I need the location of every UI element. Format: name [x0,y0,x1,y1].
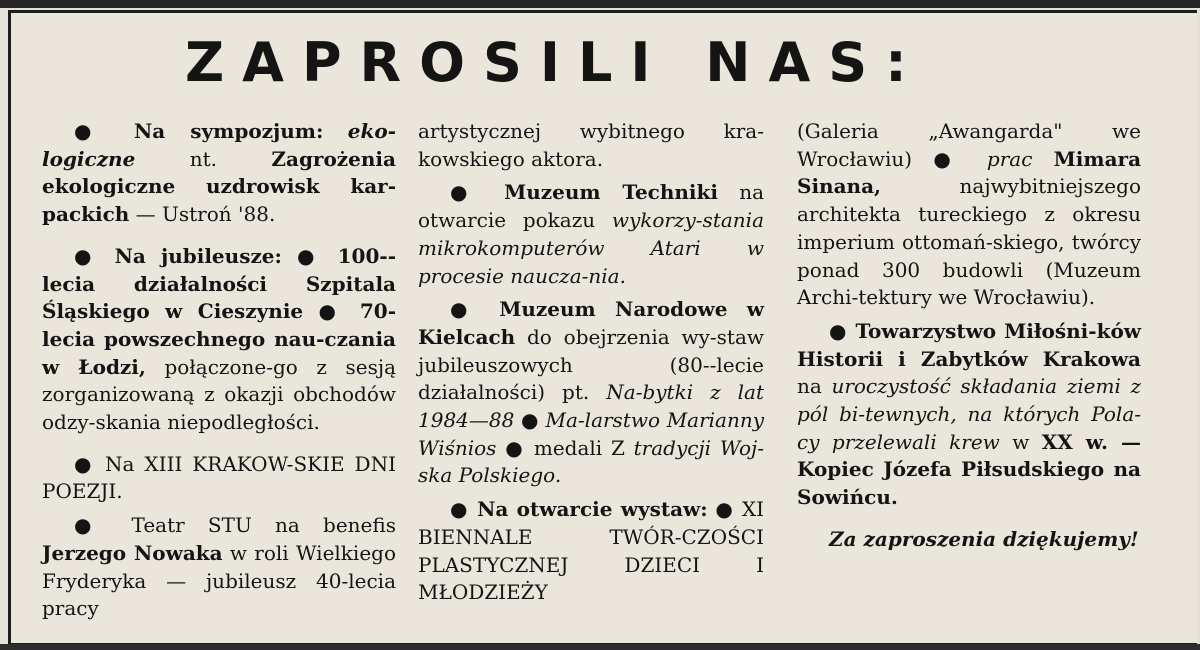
towarzystwo-na: na [797,374,822,399]
muzeum-techniki-topic: wykorzy-stania mikrokomputerów Atari w procesie naucza-nia. [418,208,764,288]
paragraph-actor-cont [418,118,764,173]
exhibition-malarstwo: Ma-larstwo Marianny Wiśnios [418,408,765,460]
symposium-nt: nt. [189,146,217,171]
biennale-text: ● XI BIENNALE TWÓR-CZOŚCI PLASTYCZNEJ DZIECI I MŁODZIEŻY [418,497,765,605]
teatr-stu-role: w roli Wielkiego Fryderyka — jubileusz 40-lecia pracy [42,540,396,621]
top-rule [0,0,1200,8]
paragraph-muzeum-techniki [418,179,764,290]
jubilees-text: ● Na jubileusze: ● 100--lecia działalności Szpitala Śląskiego w Cieszynie ● 70-lecia powszechnego nau-czania w Łodzi, [42,243,396,379]
headline: ZAPROSILI NAS: [185,31,925,94]
column-1 [42,118,396,629]
prac-label: prac [986,146,1033,171]
paragraph-poetry-days [42,451,396,506]
paragraph-symposium [42,118,396,229]
exhibition-nabytki: Na-bytki z lat 1984—88 [418,380,764,433]
actor-cont-text: artystycznej wybitnego kra-kowskiego aktora. [418,119,764,171]
ceremony-w: w [1012,429,1030,454]
symposium-topic-a: eko-logiczne [42,119,397,171]
muzeum-narodowe-name: ● Muzeum Narodowe w Kielcach [418,297,764,349]
symposium-place: — Ustroń '88. [135,202,276,227]
paragraph-muzeum-narodowe [418,296,764,490]
bullet-mimar: ● [933,146,966,171]
towarzystwo-name: ● Towarzystwo Miłośni-ków Historii i Zabytków Krakowa [797,318,1141,371]
exhibition-tradycja: tradycji Woj-ska Polskiego. [418,435,765,488]
paragraph-galeria [797,118,1141,312]
paragraph-thanks [797,526,1141,554]
muzeum-techniki-name: ● Muzeum Techniki [450,180,718,205]
symposium-label: Na sympozjum: [134,119,324,143]
jubilees-note: połączone-go z sesją zorganizowaną z okazji obchodów odzy-skania niepodległości. [42,354,397,435]
poetry-days-text: ● Na XIII KRAKOW-SKIE DNI POEZJI. [42,451,396,504]
column-2 [418,118,764,613]
kopiec-text: XX w. — Kopiec Józefa Piłsudskiego na Sowińcu. [797,429,1141,510]
symposium-topic-b: Zagrożenia ekologiczne uzdrowisk kar-packich [42,146,396,227]
architect-name: Mimara Sinana, [797,146,1142,199]
ceremony-text: uroczystość składania ziemi z pól bi-tewnych, na których Pola-cy przelewali krew [797,374,1141,454]
galeria-text: (Galeria „Awangarda" we Wrocławiu) [797,119,1141,171]
muzeum-narodowe-text: do obejrzenia wy-staw jubileuszowych (80--lecie działalności) pt. [418,324,765,405]
paragraph-wystawy [418,496,764,607]
bottom-rule [0,644,1200,650]
paragraph-teatr-stu [42,512,396,623]
wystawy-label: ● Na otwarcie wystaw: [450,497,708,522]
thanks-text: Za zaproszenia dziękujemy! [829,526,1139,551]
actor-name: Jerzego Nowaka [42,540,223,565]
medals-text: ● medali Z [505,435,625,460]
column-3 [797,118,1141,560]
muzeum-techniki-text: na otwarcie pokazu [418,180,765,233]
architect-desc: najwybitniejszego architekta tureckiego z okresu imperium ottomań-skiego, twórcy ponad 300 budowli (Muzeum Archi-tektury we Wrocławiu). [797,174,1141,310]
teatr-stu-text: ● Teatr STU na benefis [74,513,396,538]
bullet-symposium: ● [74,119,110,143]
paragraph-jubilees [42,243,396,437]
bullet-malarstwo: ● [521,408,539,433]
paragraph-towarzystwo [797,318,1141,512]
